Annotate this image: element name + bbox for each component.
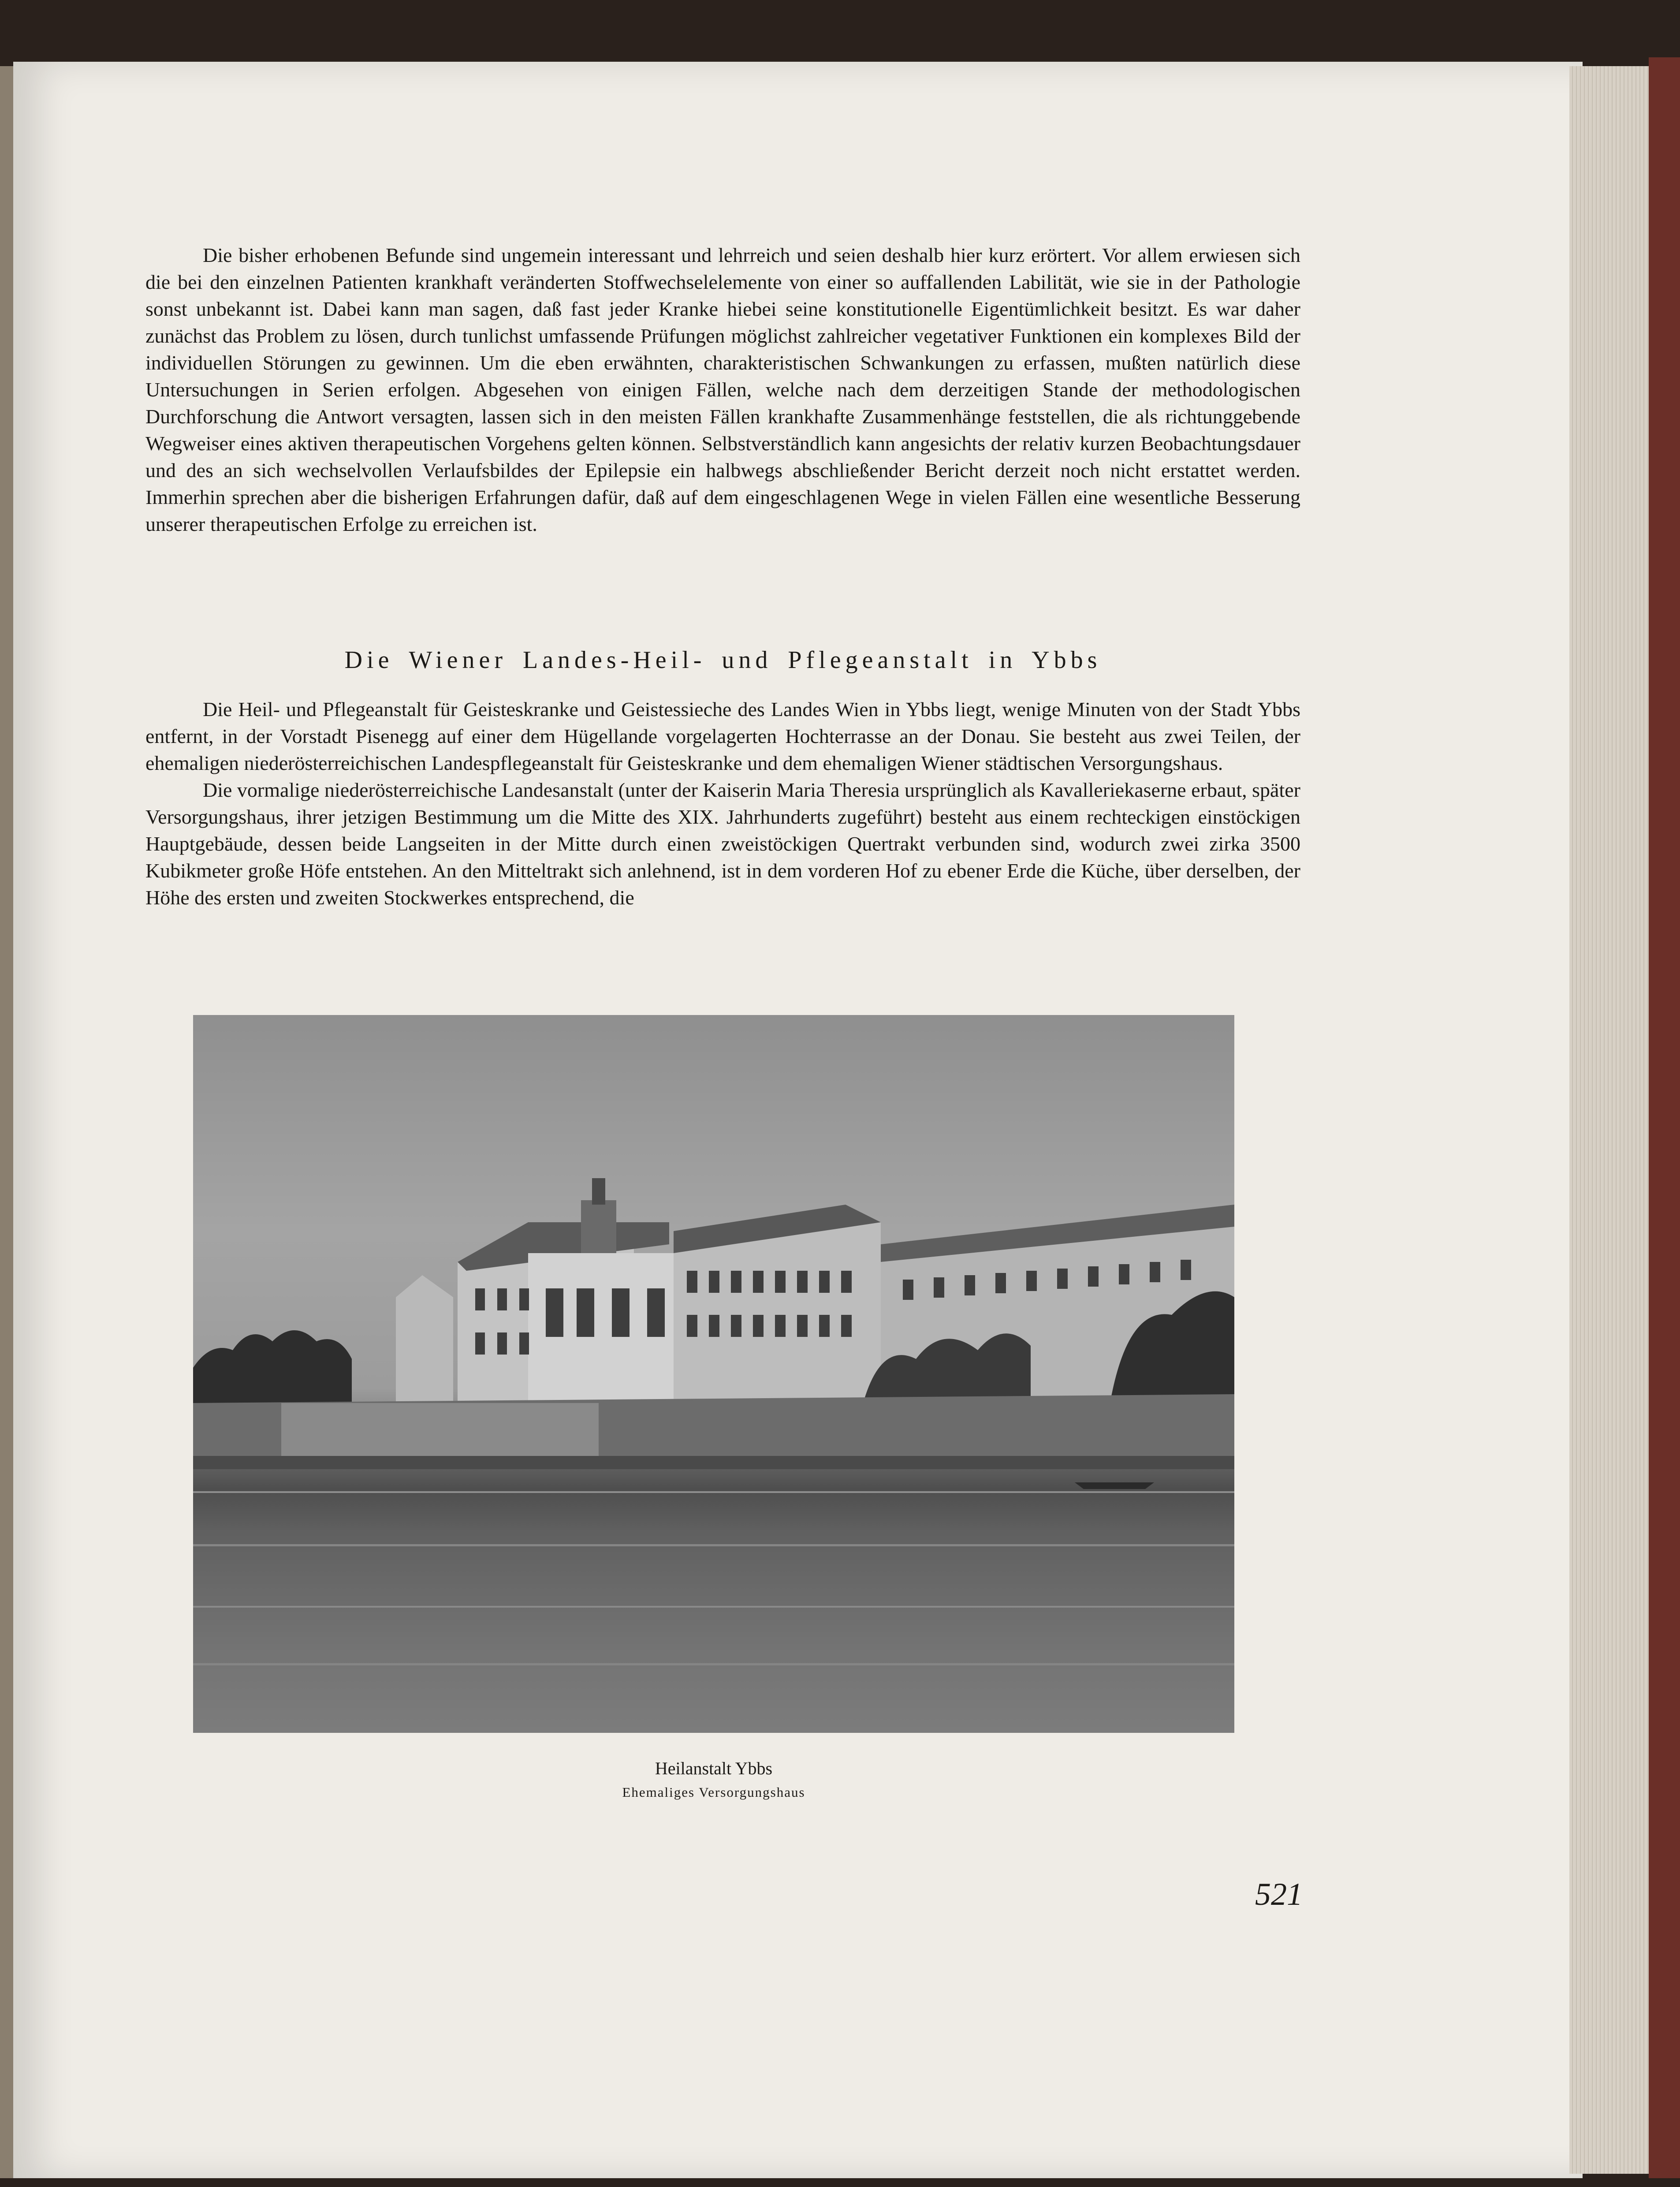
paragraph: Die bisher erhobenen Befunde sind ungemein interessant und lehrreich und seien deshalb hier kurz erörtert. Vor allem erwiesen sich die bei den einzelnen Patienten krankhaft veränderten Stoffwechselelemente von einer so auffallenden Labilität, wie sie in der Pathologie sonst unbekannt ist. Dabei kann man sagen, daß fast jeder Kranke hiebei seine konstitutionelle Eigentümlichkeit besitzt. Es war daher zunächst das Problem zu lösen, durch tunlichst umfassende Prüfungen möglichst zahlreicher vegetativer Funktionen ein komplexes Bild der individuellen Störungen zu gewinnen. Um die eben erwähnten, charakteristischen Schwankungen zu erfassen, mußten natürlich diese Untersuchungen in Serien erfolgen. Abgesehen von einigen Fällen, welche nach dem derzeitigen Stande der methodologischen Durchforschung die Antwort versagten, lassen sich in den meisten Fällen krankhafte Zusammenhänge feststellen, die als richtunggebende Wegweiser eines aktiven therapeutischen Vorgehens gelten können. Selbstverständlich kann angesichts der relativ kurzen Beobachtungsdauer und des an sich wechselvollen Verlaufsbildes der Epilepsie ein halbwegs abschließender Bericht derzeit noch nicht erstattet werden. Immerhin sprechen aber die bisherigen Erfahrungen dafür, daß auf dem eingeschlagenen Wege in vielen Fällen eine wesentliche Besserung unserer therapeutischen Erfolge zu erreichen ist. bbox=[145, 244, 1300, 535]
building-photograph bbox=[193, 1015, 1234, 1733]
page-number: 521 bbox=[1255, 1877, 1303, 1912]
figure-caption: Heilanstalt Ybbs bbox=[655, 1758, 773, 1778]
paragraph: Die Heil- und Pflegeanstalt für Geisteskranke und Geistessieche des Landes Wien in Ybbs liegt, wenige Minuten von der Stadt Ybbs entfernt, in der Vorstadt Pisenegg auf einer dem Hügellande vorgelagerten Hochterrasse an der Donau. Sie besteht aus zwei Teilen, der ehemaligen niederösterreichischen Landespflegeanstalt für Geisteskranke und dem ehemaligen Wiener städtischen Versorgungshaus. bbox=[145, 698, 1300, 774]
body-text-top bbox=[145, 242, 1300, 537]
body-text-bottom bbox=[145, 696, 1300, 911]
page-edges bbox=[1569, 66, 1662, 2174]
book-cover-edge bbox=[1649, 57, 1680, 2178]
figure-subcaption: Ehemaliges Versorgungshaus bbox=[622, 1784, 805, 1800]
paragraph: Die vormalige niederösterreichische Landesanstalt (unter der Kaiserin Maria Theresia ursprünglich als Kavalleriekaserne erbaut, später Versorgungshaus, ihrer jetzigen Bestimmung um die Mitte des XIX. Jahrhunderts zugeführt) besteht aus einem rechteckigen einstöckigen Hauptgebäude, dessen beide Langseiten in der Mitte durch einen zweistöckigen Quertrakt verbunden sind, wodurch zwei zirka 3500 Kubikmeter große Höfe entstehen. An den Mitteltrakt sich anlehnend, ist in dem vorderen Hof zu ebener Erde die Küche, über derselben, der Höhe des ersten und zweiten Stockwerkes entsprechend, die bbox=[145, 779, 1300, 909]
section-heading: Die Wiener Landes-Heil- und Pflegeanstalt in Ybbs bbox=[344, 646, 1102, 674]
photo-illustration bbox=[193, 1015, 1234, 1733]
